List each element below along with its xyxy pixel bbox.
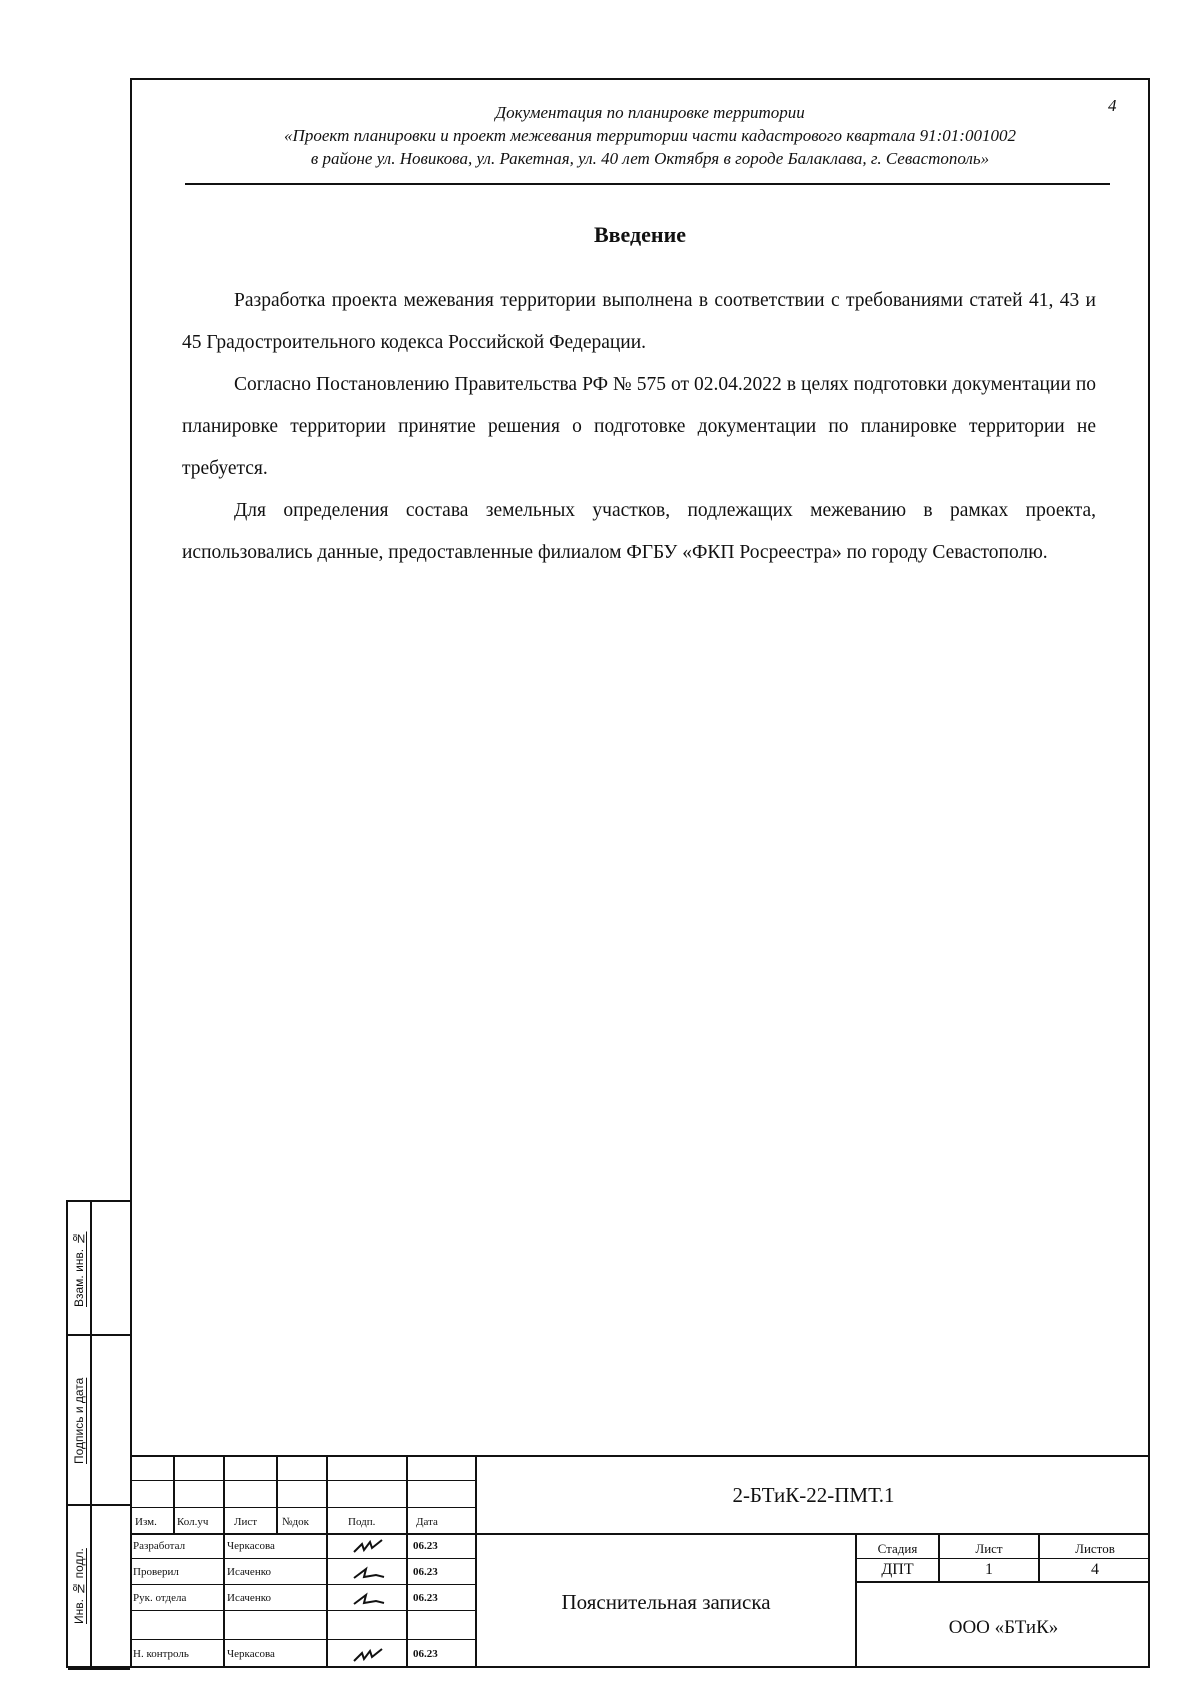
row-name: Черкасова — [227, 1540, 275, 1552]
title-block — [130, 1455, 1150, 1668]
tb-vline — [276, 1455, 278, 1533]
row-date: 06.23 — [413, 1540, 438, 1552]
paragraph: Согласно Постановлению Правительства РФ № 575 от 02.04.2022 в целях подготовки документации по планировке территории принятие решения о подготовке документации по планировке территории не требуется. — [182, 374, 1096, 479]
row-date: 06.23 — [413, 1648, 438, 1660]
paragraph: Разработка проекта межевания территории выполнена в соответствии с требованиями статей 41, 43 и 45 Градостроительного кодекса Российской Федерации. — [182, 290, 1096, 353]
tb-hline — [130, 1507, 475, 1508]
stage-value: ДПТ — [881, 1561, 914, 1578]
header-rule — [185, 183, 1110, 185]
col-header-podp: Подп. — [348, 1516, 376, 1528]
side-label-podpis: Подпись и дата — [72, 1377, 86, 1465]
tb-hline-main — [130, 1533, 1150, 1535]
col-header-data: Дата — [416, 1516, 438, 1528]
section-heading: Введение — [593, 222, 687, 247]
side-label-inv: Инв. № подл. — [72, 1548, 86, 1624]
side-stamp-divider — [90, 1202, 92, 1666]
signature-mark — [352, 1565, 386, 1581]
row-date: 06.23 — [413, 1592, 438, 1604]
side-cell-vzam — [68, 1202, 130, 1336]
col-header-ndok: №док — [282, 1516, 309, 1528]
stage-label: Стадия — [877, 1541, 918, 1556]
tb-hline — [130, 1480, 475, 1481]
tb-hline — [130, 1558, 475, 1559]
signature-mark — [352, 1538, 386, 1554]
tb-hline — [130, 1610, 475, 1611]
document-name: Пояснительная записка — [561, 1590, 771, 1614]
sheets-value: 4 — [1091, 1561, 1099, 1578]
col-header-kolvo: Кол.уч — [177, 1516, 209, 1528]
side-label-vzam: Взам. инв. № — [72, 1231, 86, 1307]
tb-hline — [855, 1558, 1150, 1559]
row-name: Исаченко — [227, 1592, 271, 1604]
tb-hline — [130, 1639, 475, 1640]
row-role: Рук. отдела — [133, 1592, 187, 1604]
row-name: Исаченко — [227, 1566, 271, 1578]
row-name: Черкасова — [227, 1648, 275, 1660]
header-line-1: Документация по планировке территории — [495, 103, 805, 122]
header-line-3: в районе ул. Новикова, ул. Ракетная, ул. 40 лет Октября в городе Балаклава, г. Севастополь» — [310, 149, 990, 168]
signature-mark — [352, 1591, 386, 1607]
col-header-izm: Изм. — [135, 1516, 157, 1528]
row-role: Разработал — [133, 1540, 186, 1552]
tb-hline — [130, 1584, 475, 1585]
tb-vline — [173, 1455, 175, 1533]
col-header-list: Лист — [234, 1516, 258, 1528]
signature-mark — [352, 1647, 386, 1663]
document-header — [170, 101, 1130, 170]
sheets-label: Листов — [1075, 1541, 1115, 1556]
tb-vline — [406, 1455, 408, 1668]
organization-name: ООО «БТиК» — [948, 1617, 1059, 1638]
row-role: Проверил — [133, 1566, 179, 1578]
side-stamp — [66, 1200, 130, 1668]
side-cell-podpis — [68, 1336, 130, 1506]
body-text — [182, 280, 1096, 574]
tb-vline — [326, 1455, 328, 1668]
document-code: 2-БТиК-22-ПМТ.1 — [732, 1483, 895, 1507]
sheet-label: Лист — [975, 1541, 1003, 1556]
paragraph: Для определения состава земельных участков, подлежащих межеванию в рамках проекта, использовались данные, предоставленные филиалом ФГБУ «ФКП Росреестра» по городу Севастополю. — [182, 500, 1096, 563]
tb-vline — [223, 1455, 225, 1668]
row-date: 06.23 — [413, 1566, 438, 1578]
row-role: Н. контроль — [133, 1648, 189, 1660]
tb-hline — [855, 1581, 1150, 1583]
header-line-2: «Проект планировки и проект межевания территории части кадастрового квартала 91:01:001002 — [284, 126, 1016, 145]
page-number: 4 — [1108, 96, 1117, 115]
side-cell-inv — [68, 1506, 130, 1670]
sheet-value: 1 — [985, 1561, 993, 1578]
tb-border-top — [130, 1455, 1150, 1457]
